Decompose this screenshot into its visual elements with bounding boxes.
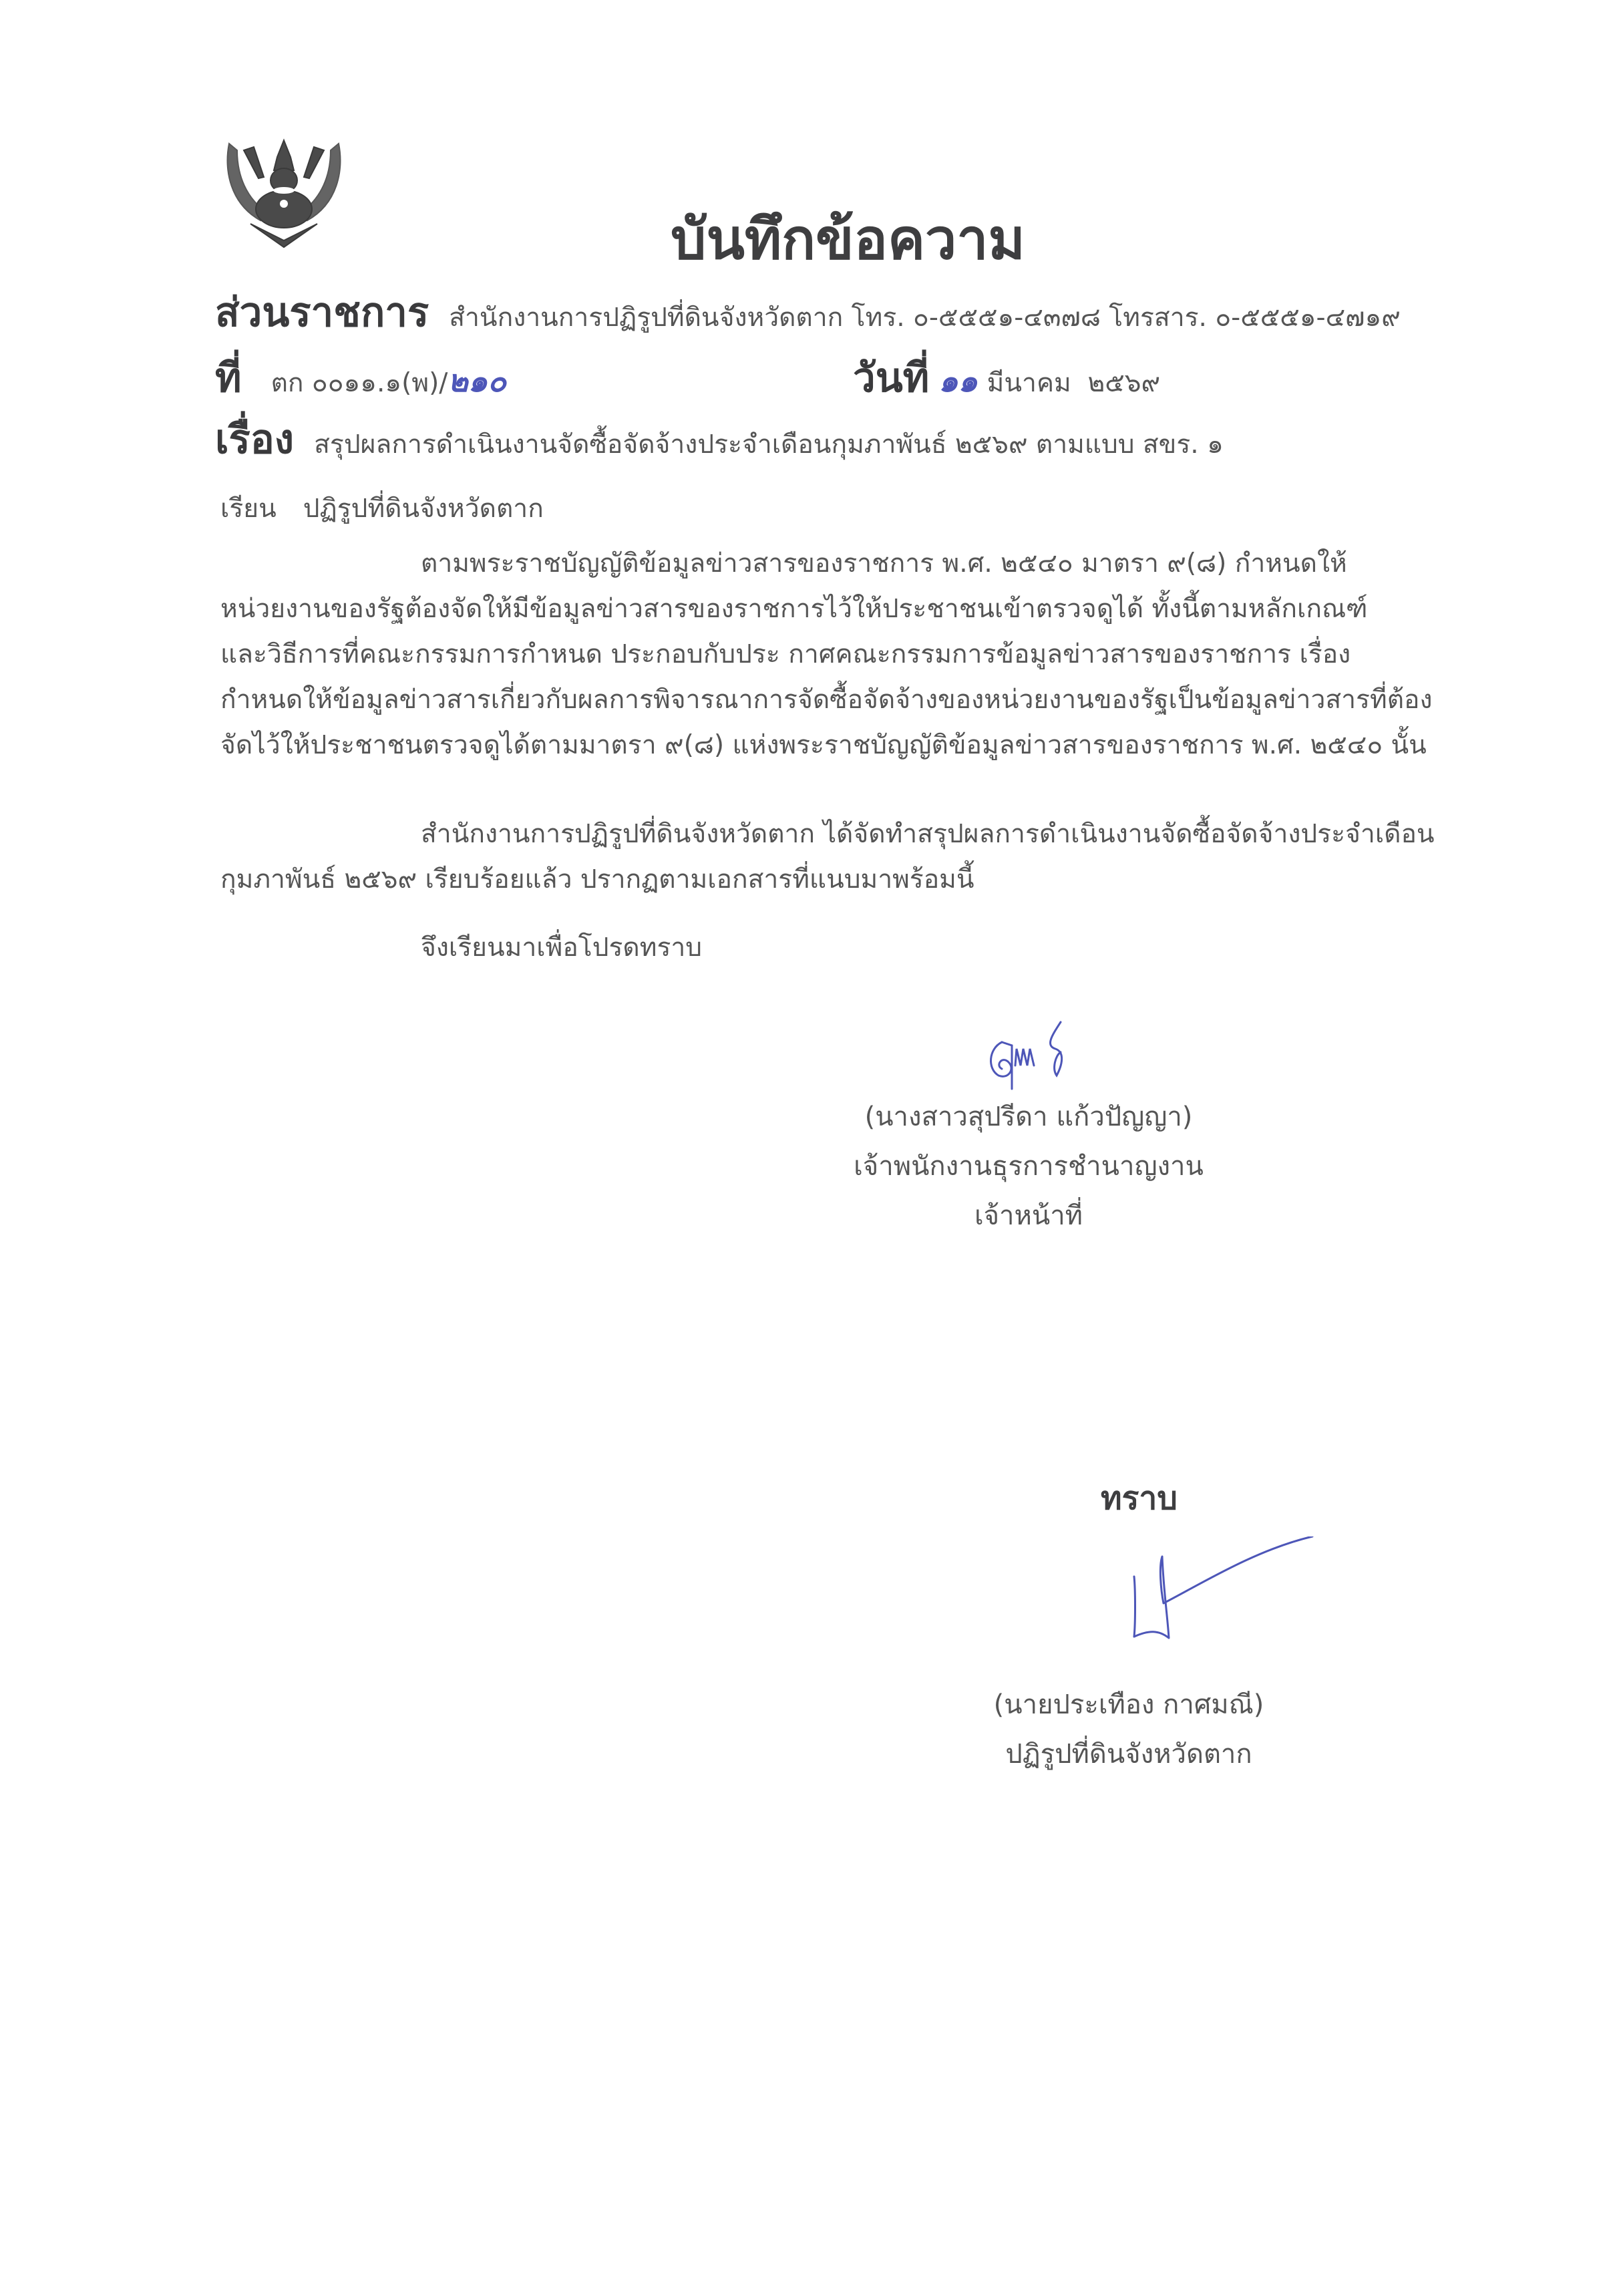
body-paragraph-1 bbox=[220, 541, 1489, 768]
approver-name: (นายประเทือง กาศมณี) bbox=[993, 1689, 1264, 1720]
addressee-label: เรียน bbox=[220, 494, 277, 524]
date-label: วันที่ bbox=[853, 355, 930, 401]
subject-line bbox=[215, 407, 1224, 471]
reference-handwritten-number: ๒๑๐ bbox=[448, 363, 507, 399]
paragraph-line: จัดไว้ให้ประชาชนตรวจดูได้ตามมาตรา ๙(๘) แห่งพระราชบัญญัติข้อมูลข่าวสารของราชการ พ.ศ. ๒๕๔๐ นั้น bbox=[220, 730, 1427, 760]
reference-label: ที่ bbox=[215, 355, 242, 401]
addressee-line bbox=[220, 488, 544, 529]
subject-label: เรื่อง bbox=[215, 416, 295, 463]
date-month-year: มีนาคม ๒๕๖๙ bbox=[987, 368, 1161, 398]
subject-value: สรุปผลการดำเนินงานจัดซื้อจัดจ้างประจำเดือนกุมภาพันธ์ ๒๕๖๙ ตามแบบ สขร. ๑ bbox=[314, 430, 1224, 460]
paragraph-line: ตามพระราชบัญญัติข้อมูลข่าวสารของราชการ พ.ศ. ๒๕๔๐ มาตรา ๙(๘) กำหนดให้ bbox=[421, 548, 1347, 579]
body-paragraph-2 bbox=[220, 812, 1489, 903]
paragraph-line: กำหนดให้ข้อมูลข่าวสารเกี่ยวกับผลการพิจารณาการจัดซื้อจัดจ้างของหน่วยงานของรัฐเป็นข้อมูลข่าวสารที่ต้อง bbox=[220, 685, 1433, 715]
reference-line bbox=[215, 346, 506, 409]
signatory-name: (นางสาวสุปรีดา แก้วปัญญา) bbox=[864, 1102, 1193, 1132]
signatory-role: เจ้าหน้าที่ bbox=[974, 1200, 1083, 1231]
closing-line: จึงเรียนมาเพื่อโปรดทราบ bbox=[421, 933, 703, 963]
approver-signature-icon bbox=[1122, 1536, 1336, 1670]
acknowledgement-label: ทราบ bbox=[1101, 1480, 1178, 1517]
paragraph-line: กุมภาพันธ์ ๒๕๖๙ เรียบร้อยแล้ว ปรากฏตามเอกสารที่แนบมาพร้อมนี้ bbox=[220, 864, 974, 894]
reference-prefix: ตก ๐๐๑๑.๑(พ)/ bbox=[271, 368, 448, 398]
date-handwritten-day: ๑๑ bbox=[938, 363, 978, 399]
page-title: บันทึกข้อความ bbox=[671, 206, 1025, 272]
date-line bbox=[853, 346, 1160, 409]
department-line bbox=[215, 281, 1401, 344]
approver-position: ปฏิรูปที่ดินจังหวัดตาก bbox=[1005, 1739, 1252, 1770]
signatory-block bbox=[848, 1092, 1209, 1241]
paragraph-line: หน่วยงานของรัฐต้องจัดให้มีข้อมูลข่าวสารของราชการไว้ให้ประชาชนเข้าตรวจดูได้ ทั้งนี้ตามหลักเกณฑ์ bbox=[220, 594, 1368, 624]
department-value: สำนักงานการปฏิรูปที่ดินจังหวัดตาก โทร. ๐-๕๕๕๑-๔๓๗๘ โทรสาร. ๐-๕๕๕๑-๔๗๑๙ bbox=[449, 303, 1401, 333]
paragraph-line: สำนักงานการปฏิรูปที่ดินจังหวัดตาก ได้จัดทำสรุปผลการดำเนินงานจัดซื้อจัดจ้างประจำเดือน bbox=[421, 819, 1435, 849]
department-label: ส่วนราชการ bbox=[215, 289, 429, 336]
signatory-position: เจ้าพนักงานธุรการชำนาญงาน bbox=[854, 1151, 1204, 1182]
addressee-value: ปฏิรูปที่ดินจังหวัดตาก bbox=[303, 494, 544, 524]
paragraph-line: และวิธีการที่คณะกรรมการกำหนด ประกอบกับประ กาศคณะกรรมการข้อมูลข่าวสารของราชการ เรื่อง bbox=[220, 639, 1351, 669]
approver-block bbox=[985, 1680, 1272, 1779]
handwritten-signature-icon bbox=[982, 1015, 1089, 1102]
